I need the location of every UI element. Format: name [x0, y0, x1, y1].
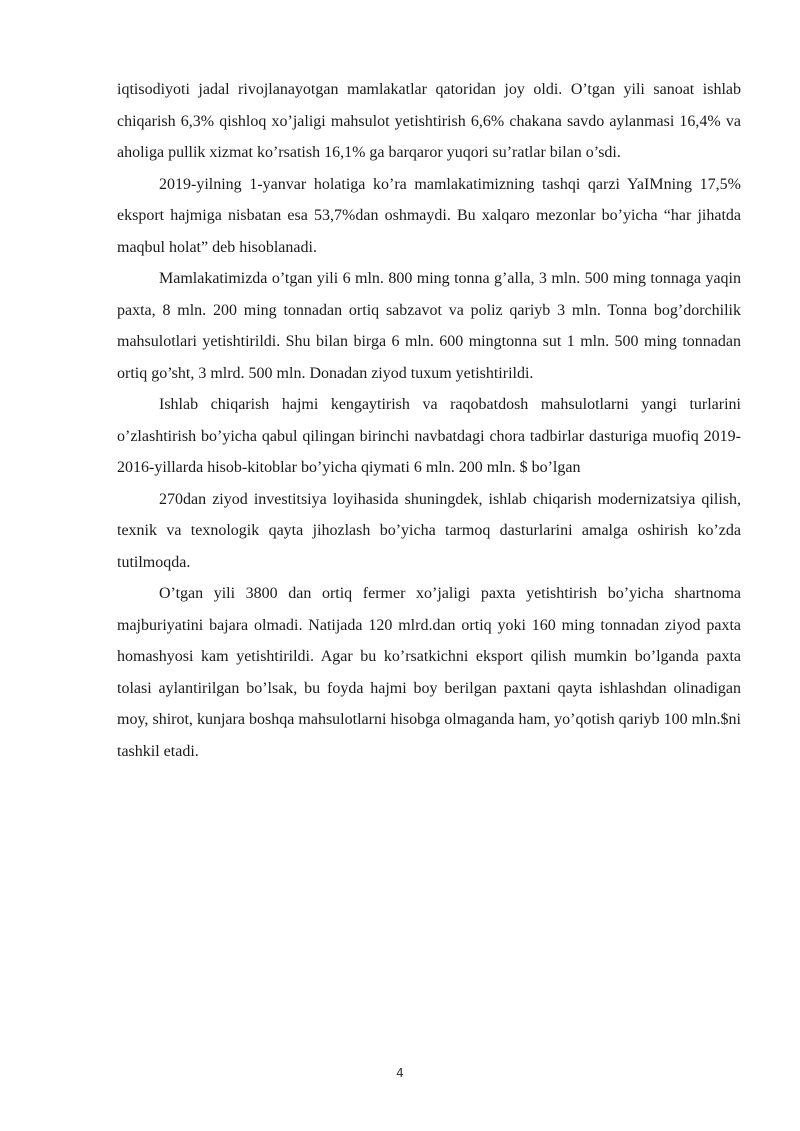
paragraph-5: 270dan ziyod investitsiya loyihasida shuningdek, ishlab chiqarish modernizatsiya qilish, texnik va texnologik qayta jihozlash bo’yicha tarmoq dasturlarini amalga oshirish ko’zda tutilmoqda.: [117, 490, 741, 571]
paragraph-4: Ishlab chiqarish hajmi kengaytirish va raqobatdosh mahsulotlarni yangi turlarini o’zlashtirish bo’yicha qabul qilingan birinchi navbatdagi chora tadbirlar dasturiga muofiq 2019-2016-yillarda hisob-kitoblar bo’yicha qiymati 6 mln. 200 mln. $ bo’lgan: [117, 396, 741, 476]
page-number: 4: [396, 1066, 404, 1080]
paragraph-2: 2019-yilning 1-yanvar holatiga ko’ra mamlakatimizning tashqi qarzi YaIMning 17,5% eksport hajmiga nisbatan esa 53,7%dan oshmaydi. Bu xalqaro mezonlar bo’yicha “har jihatda maqbul holat” deb hisoblanadi.: [117, 175, 741, 256]
document-body: [117, 74, 741, 767]
paragraph-1: iqtisodiyoti jadal rivojlanayotgan mamlakatlar qatoridan joy oldi. O’tgan yili sanoat ishlab chiqarish 6,3% qishloq xo’jaligi mahsulot yetishtirish 6,6% chakana savdo aylanmasi 16,4% va aholiga pullik xizmat ko’rsatish 16,1% ga barqaror yuqori su’ratlar bilan o’sdi.: [117, 81, 741, 161]
paragraph-6: O’tgan yili 3800 dan ortiq fermer xo’jaligi paxta yetishtirish bo’yicha shartnoma majburiyatini bajara olmadi. Natijada 120 mlrd.dan ortiq yoki 160 ming tonnadan ziyod paxta homashyosi kam yetishtirildi. Agar bu ko’rsatkichni eksport qilish mumkin bo’lganda paxta tolasi aylantirilgan bo’lsak, bu foyda hajmi boy berilgan paxtani qayta ishlashdan olinadigan moy, shirot, kunjara boshqa mahsulotlarni hisobga olmaganda ham, yo’qotish qariyb 100 mln.$ni tashkil etadi.: [117, 585, 741, 760]
paragraph-3: Mamlakatimizda o’tgan yili 6 mln. 800 ming tonna g’alla, 3 mln. 500 ming tonnaga yaqin paxta, 8 mln. 200 ming tonnadan ortiq sabzavot va poliz qariyb 3 mln. Tonna bog’dorchilik mahsulotlari yetishtirildi. Shu bilan birga 6 mln. 600 mingtonna sut 1 mln. 500 ming tonnadan ortiq go’sht, 3 mlrd. 500 mln. Donadan ziyod tuxum yetishtirildi.: [117, 270, 741, 382]
